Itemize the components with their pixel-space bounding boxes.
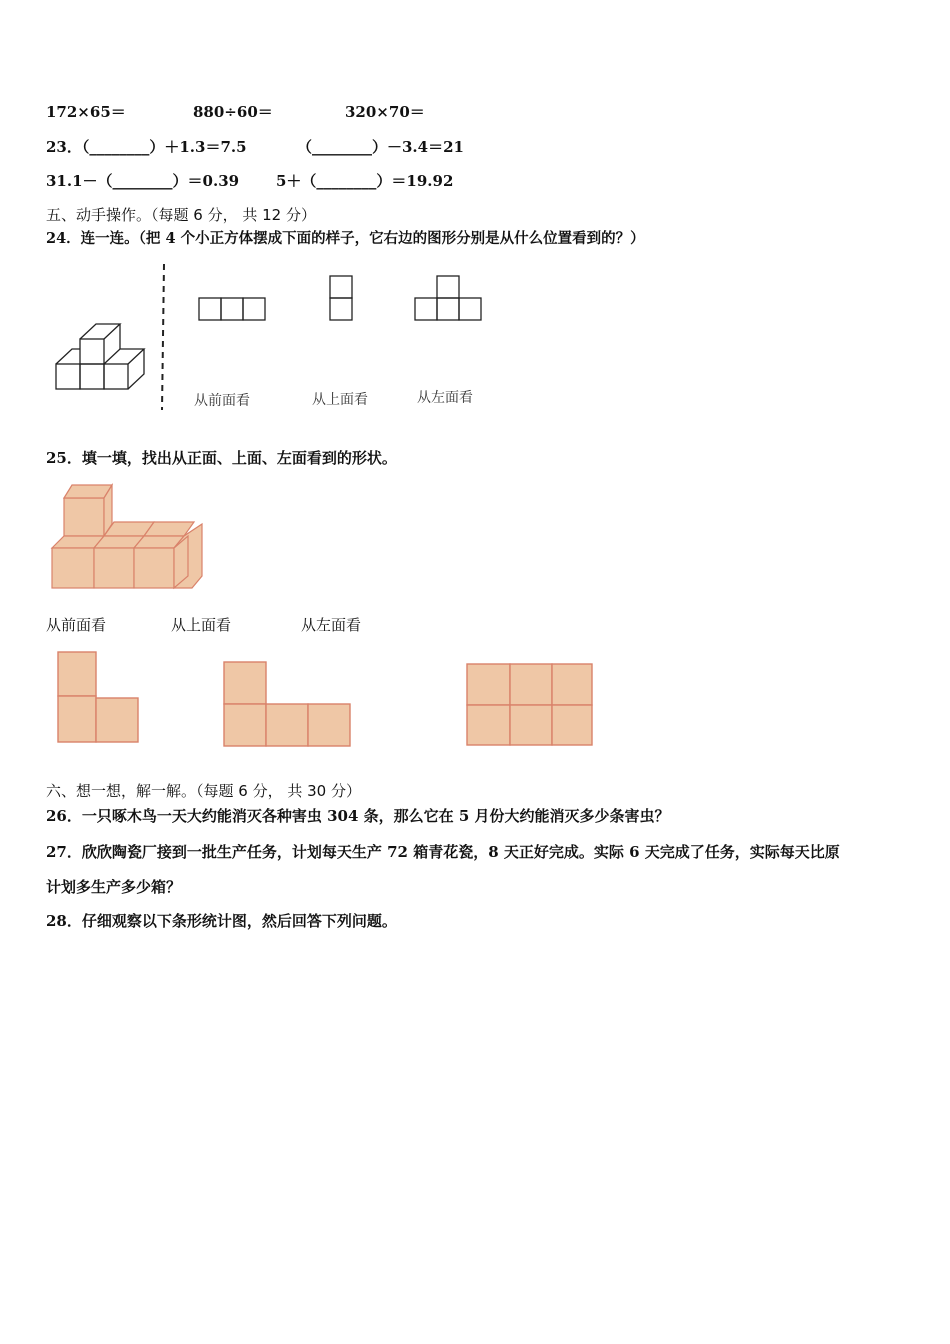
q23-line2-a: 31.1－（________）＝0.39 [46,172,240,190]
q24-label-top: 从上面看 [312,392,368,408]
q24-text: 24．连一连。（把 4 个小正方体摆成下面的样子，它右边的图形分别是从什么位置看到的？） [46,230,645,247]
section6-heading: 六、想一想，解一解。（每题 6 分， 共 30 分） [46,782,361,800]
calc-172x65: 172×65＝ [46,103,126,121]
q27-text-line1: 27．欣欣陶瓷厂接到一批生产任务，计划每天生产 72 箱青花瓷，8 天正好完成。实际 6 天完成了任务，实际每天比原 [46,843,840,861]
q24-cube-stack [56,324,144,389]
section5-heading: 五、动手操作。（每题 6 分， 共 12 分） [46,206,316,224]
q24-label-left: 从左面看 [417,390,473,406]
q26-text: 26．一只啄木鸟一天大约能消灭各种害虫 304 条，那么它在 5 月份大约能消灭多少条害虫？ [46,807,670,825]
q25-figure [48,482,208,594]
q25-view-top [224,662,350,746]
q25-label-left: 从左面看 [301,616,362,634]
q24-dashed-divider [162,264,164,410]
q24-label-front: 从前面看 [194,393,250,409]
calc-320x70: 320×70＝ [345,103,425,121]
q23-line2-b: 5＋（________）＝19.92 [276,172,454,190]
q25-label-front: 从前面看 [46,616,107,634]
q24-view-front [199,298,265,320]
q24-view-top [330,276,352,320]
q28-text: 28．仔细观察以下条形统计图，然后回答下列问题。 [46,912,397,930]
q27-text-line2: 计划多生产多少箱？ [46,878,182,896]
q24-view-left [415,276,481,320]
calc-880div60: 880÷60＝ [193,103,273,121]
q23-line1-a: 23．（________）＋1.3＝7.5 [46,138,247,156]
q25-view-shapes [50,648,610,752]
q25-view-left [467,664,592,745]
q25-label-top: 从上面看 [171,616,232,634]
q23-line1-b: （________）－3.4＝21 [297,138,464,156]
q25-view-front [58,652,138,742]
q25-text: 25．填一填，找出从正面、上面、左面看到的形状。 [46,449,397,467]
